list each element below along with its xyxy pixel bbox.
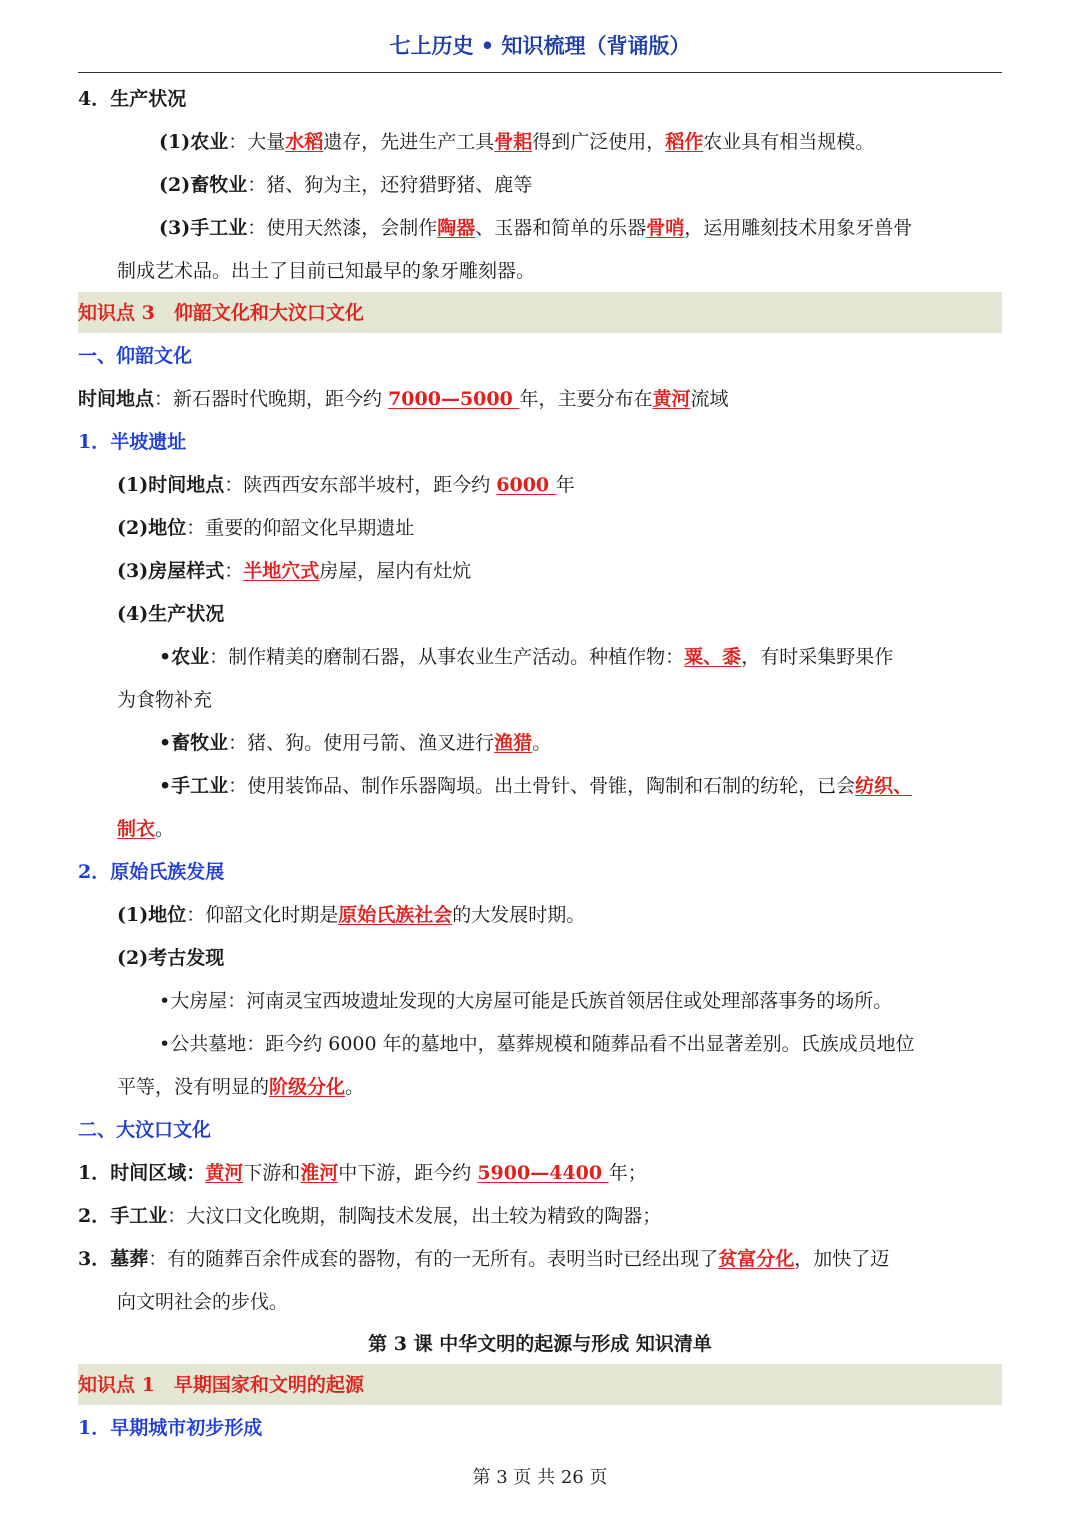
key-term: 7000—5000 [388,388,520,410]
text-segment: 的大发展时期。 [452,904,586,926]
text-segment: 知识点 3 仰韶文化和大汶口文化 [78,302,364,324]
text-segment: 下游和 [243,1162,301,1184]
text-segment: •农业 [159,646,210,668]
key-term: 黄河 [205,1162,244,1184]
key-term: 纺织、 [855,775,913,797]
text-segment: 年； [608,1162,647,1184]
header-divider [78,72,1002,73]
heading-early-cities [78,1414,1002,1442]
text-segment: (3)手工业 [159,217,248,239]
text-segment: 农业具有相当规模。 [703,131,875,153]
key-term: 骨哨 [646,217,685,239]
key-term: 贫富分化 [718,1248,795,1270]
key-term: 制衣 [117,818,156,840]
text-segment: ：大量 [228,131,286,153]
text-segment: ：有的随葬百余件成套的器物，有的一无所有。表明当时已经出现了 [148,1248,719,1270]
text-segment: 。 [345,1076,365,1098]
text-segment: (3)房屋样式 [117,560,225,582]
key-term: 5900—4400 [477,1162,609,1184]
line-dawenkou-time-region [78,1159,1002,1187]
key-term: 粟、黍 [684,646,742,668]
line-section-4-production [78,85,1002,113]
key-term: 稻作 [665,131,704,153]
line-banpo-husbandry [159,729,1002,757]
text-segment: 1．半坡遗址 [78,431,187,453]
line-public-cemetery [159,1030,1002,1058]
line-agriculture [159,128,1002,156]
document-header-title: 七上历史 • 知识梳理（背诵版） [389,33,691,58]
text-segment: ：重要的仰韶文化早期遗址 [186,517,415,539]
page-number-footer: 第 3 页 共 26 页 [472,1467,608,1488]
text-segment: 年 [555,474,575,496]
key-term: 淮河 [300,1162,339,1184]
line-banpo-time-place [117,471,1002,499]
text-segment: 3．墓葬 [78,1248,149,1270]
text-segment: 平等，没有明显的 [117,1076,270,1098]
line-animal-husbandry [159,171,1002,199]
line-banpo-production [117,600,1002,628]
line-banpo-handicraft-cont [117,815,1002,843]
heading-banpo [78,428,1002,456]
key-term: 阶级分化 [269,1076,346,1098]
line-banpo-agriculture-cont [117,686,1002,714]
text-segment: 4．生产状况 [78,88,187,110]
key-term: 骨耜 [494,131,533,153]
text-segment: (1)地位 [117,904,187,926]
key-term: 半地穴式 [243,560,320,582]
line-handicraft-cont [117,257,1002,285]
text-segment: ：使用装饰品、制作乐器陶埙。出土骨针、骨锥，陶制和石制的纺轮，已会 [228,775,856,797]
text-segment: 中下游，距今约 [338,1162,478,1184]
text-segment: 第 3 课 中华文明的起源与形成 知识清单 [368,1333,712,1355]
key-term: 黄河 [652,388,691,410]
text-segment: 二、大汶口文化 [78,1119,212,1141]
text-segment: 时间地点 [78,388,155,410]
line-banpo-agriculture [159,643,1002,671]
text-segment: ：仰韶文化时期是 [186,904,339,926]
line-banpo-status [117,514,1002,542]
lesson-3-title [0,1330,1080,1358]
text-segment: 遗存，先进生产工具 [323,131,495,153]
text-segment: ：使用天然漆，会制作 [247,217,438,239]
text-segment: ：制作精美的磨制石器，从事农业生产活动。种植作物： [209,646,685,668]
text-segment: 、玉器和简单的乐器 [475,217,647,239]
text-segment: ：猪、狗为主，还狩猎野猪、鹿等 [247,174,533,196]
key-term: 陶器 [437,217,476,239]
text-segment: ： [224,560,244,582]
text-segment: •公共墓地：距今约 6000 年的墓地中，墓葬规模和随葬品看不出显著差别。氏族成员地位 [159,1033,915,1055]
text-segment: 年，主要分布在 [519,388,653,410]
text-segment: 流域 [690,388,729,410]
key-term: 渔猎 [494,732,533,754]
text-segment: 得到广泛使用， [532,131,666,153]
text-segment: 2．手工业 [78,1205,168,1227]
text-segment: 2．原始氏族发展 [78,861,225,883]
text-segment: 。 [155,818,175,840]
line-handicraft [159,214,1002,242]
heading-dawenkou [78,1116,1002,1144]
text-segment: •手工业 [159,775,229,797]
line-big-house [159,987,1002,1015]
key-term: 6000 [496,474,556,496]
text-segment: 一、仰韶文化 [78,345,193,367]
text-segment: 1．时间区域： [78,1162,206,1184]
line-archaeology [117,944,1002,972]
line-yangshao-time-place [78,385,1002,413]
text-segment: ，加快了迈 [794,1248,890,1270]
text-segment: ，有时采集野果作 [741,646,894,668]
text-segment: 1．早期城市初步形成 [78,1417,263,1439]
text-segment: 。 [532,732,552,754]
text-segment: 为食物补充 [117,689,213,711]
text-segment: 制成艺术品。出土了目前已知最早的象牙雕刻器。 [117,260,536,282]
line-dawenkou-burial-cont [117,1288,1002,1316]
text-segment: 房屋，屋内有灶炕 [319,560,472,582]
text-segment: (4)生产状况 [117,603,225,625]
text-segment: (1)时间地点 [117,474,225,496]
text-segment: ，运用雕刻技术用象牙兽骨 [684,217,913,239]
knowledge-point-1-title [78,1371,364,1399]
text-segment: ：大汶口文化晚期，制陶技术发展，出土较为精致的陶器； [167,1205,662,1227]
line-dawenkou-handicraft [78,1202,1002,1230]
text-segment: (2)地位 [117,517,187,539]
text-segment: ：陕西西安东部半坡村，距今约 [224,474,497,496]
text-segment: 知识点 1 早期国家和文明的起源 [78,1374,364,1396]
line-public-cemetery-cont [117,1073,1002,1101]
text-segment: 向文明社会的步伐。 [117,1291,289,1313]
knowledge-point-3-title [78,299,364,327]
key-term: 原始氏族社会 [338,904,453,926]
text-segment: (1)农业 [159,131,229,153]
line-banpo-housing [117,557,1002,585]
line-banpo-handicraft [159,772,1002,800]
text-segment: ：猪、狗。使用弓箭、渔叉进行 [228,732,495,754]
text-segment: •大房屋：河南灵宝西坡遗址发现的大房屋可能是氏族首领居住或处理部落事务的场所。 [159,990,893,1012]
line-dawenkou-burial [78,1245,1002,1273]
text-segment: (2)考古发现 [117,947,225,969]
heading-clan-development [78,858,1002,886]
text-segment: (2)畜牧业 [159,174,248,196]
heading-yangshao [78,342,1002,370]
line-clan-status [117,901,1002,929]
text-segment: ：新石器时代晚期，距今约 [154,388,389,410]
key-term: 水稻 [285,131,324,153]
text-segment: •畜牧业 [159,732,229,754]
